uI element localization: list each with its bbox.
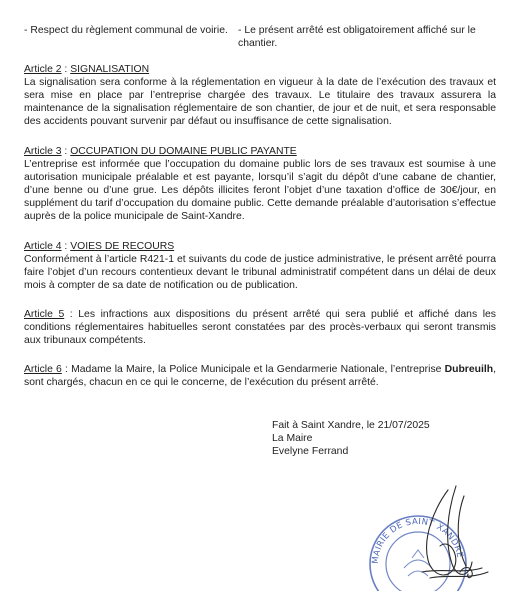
article-4-heading: Article 4 : VOIES DE RECOURS (24, 241, 175, 252)
stamp-and-signature-icon (352, 476, 514, 591)
stamp-ring-text: MAIRIE DE SAINT XANDRE (370, 516, 465, 565)
article-6-number: Article 6 (24, 364, 62, 375)
stamp-inner-ring (386, 532, 450, 591)
signatory-name: Evelyne Ferrand (272, 446, 349, 457)
article-4 (24, 240, 496, 292)
article-5-body: : Les infractions aux dispositions du présent arrêté qui sera publié et affiché dans les conditions réglementaires habituelles seront constatées par des procès-verbaux qui seront transmis aux tribunaux compétents. (24, 309, 496, 346)
article-4-title: VOIES DE RECOURS (70, 241, 175, 252)
signature-icon (422, 486, 488, 578)
article-6-body-start: : Madame la Maire, la Police Municipale et la Gendarmerie Nationale, l’entreprise (61, 364, 445, 375)
article-2-number: Article 2 (24, 64, 62, 75)
article-2-title: SIGNALISATION (70, 64, 150, 75)
official-stamp (352, 476, 514, 591)
regulation-line (24, 24, 496, 50)
road-regulation-note: - Respect du règlement communal de voirie. (24, 25, 228, 36)
article-5 (24, 308, 496, 347)
article-5-number: Article 5 (24, 309, 65, 320)
article-3-heading: Article 3 : OCCUPATION DU DOMAINE PUBLIC PAYANTE (24, 146, 297, 157)
signatory-role: La Maire (272, 433, 313, 444)
article-4-number: Article 4 (24, 241, 62, 252)
company-name: Dubreuilh (444, 364, 494, 375)
article-3-title: OCCUPATION DU DOMAINE PUBLIC PAYANTE (70, 146, 297, 157)
article-2-body: La signalisation sera conforme à la réglementation en vigueur à la date de l’exécution des travaux et sera mise en place par l’entreprise chargée des travaux. Le titulaire des travaux assurera la maintenance de la signalisation réglementaire de son chantier, de jour et de nuit, et sera responsable des accidents pouvant survenir par défaut ou insuffisance de cette signalisation. (24, 77, 496, 127)
stamp-emblem (404, 550, 432, 576)
article-3-number: Article 3 (24, 146, 62, 157)
article-6 (24, 363, 496, 389)
article-6-body-end: , sont chargés, chacun en ce qui le concerne, de l’exécution du présent arrêté. (24, 364, 496, 388)
signature-block (272, 419, 492, 458)
article-3 (24, 145, 496, 223)
article-3-body: L’entreprise est informée que l’occupation du domaine public lors de ses travaux est soumise à une autorisation municipale préalable et est payante, lorsqu’il s’agit du dépôt d’une cabane de chantier, d’une benne ou d’une grue. Les dépôts illicites feront l’objet d’une taxation d’office de 30€/jour, en supplément du tarif d’occupation du domaine public. Cette demande préalable d’autorisation s’effectue auprès de la police municipale de Saint-Xandre. (24, 159, 496, 222)
posting-note: - Le présent arrêté est obligatoirement affiché sur le chantier. (238, 25, 476, 49)
article-2-heading: Article 2 : SIGNALISATION (24, 64, 150, 75)
article-4-body: Conformément à l’article R421-1 et suivants du code de justice administrative, le présent arrêté pourra faire l’objet d’un recours contentieux devant le tribunal administratif compétent dans un délai de deux mois à compter de sa date de notification ou de publication. (24, 254, 496, 291)
place-date: Fait à Saint Xandre, le 21/07/2025 (272, 420, 430, 431)
stamp-outer-ring (370, 516, 466, 591)
article-2 (24, 63, 496, 128)
